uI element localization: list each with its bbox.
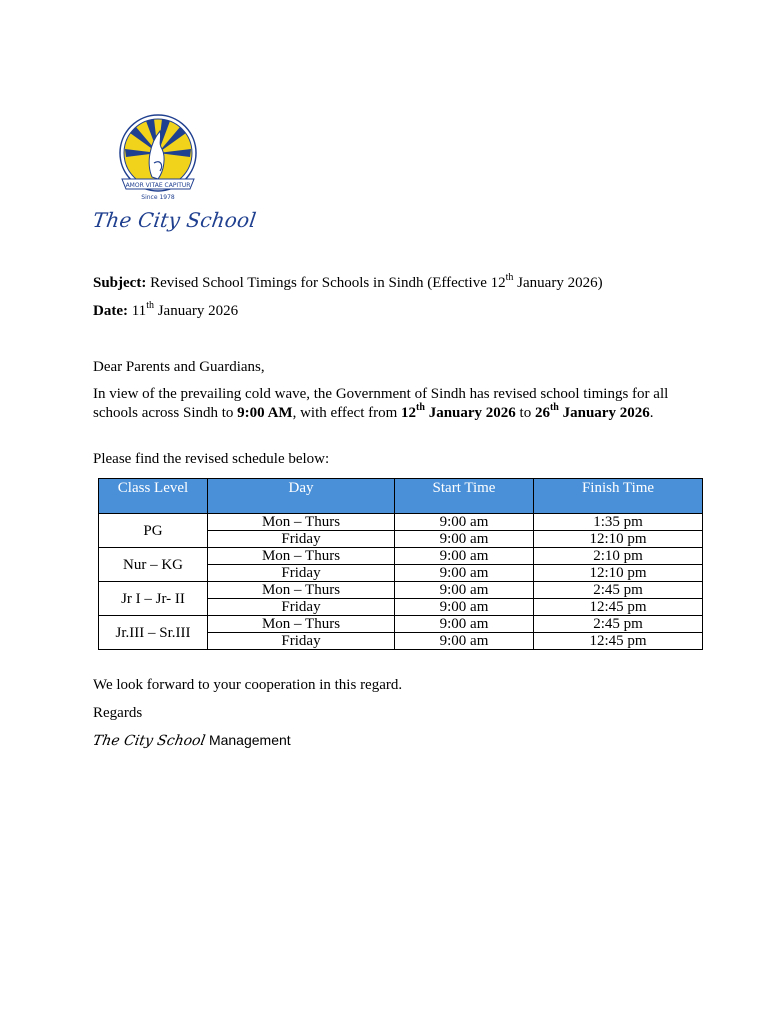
p1-time: 9:00 AM [237, 404, 293, 421]
date-day: 11 [131, 303, 147, 319]
schedule-intro: Please find the revised schedule below: [93, 451, 330, 467]
signature [93, 732, 291, 750]
p1-to: to [515, 404, 535, 421]
brand-name: The City School [91, 208, 258, 232]
subject-label: Subject: [93, 275, 147, 291]
finish-cell: 2:45 pm [534, 582, 703, 599]
finish-cell: 12:45 pm [534, 599, 703, 616]
start-cell: 9:00 am [395, 514, 534, 531]
subject-text-b: January 2026) [513, 275, 603, 291]
greeting: Dear Parents and Guardians, [93, 359, 265, 375]
day-cell: Mon – Thurs [208, 548, 395, 565]
col-header-day: Day [208, 479, 395, 514]
col-header-finish-time: Finish Time [534, 479, 703, 514]
day-cell: Friday [208, 599, 395, 616]
start-cell: 9:00 am [395, 548, 534, 565]
logo-since: Since 1978 [141, 194, 175, 201]
signature-management: Management [205, 732, 291, 748]
body-paragraph [93, 385, 673, 422]
p1-end: . [649, 404, 654, 421]
day-cell: Friday [208, 633, 395, 650]
finish-cell: 12:45 pm [534, 633, 703, 650]
finish-cell: 12:10 pm [534, 565, 703, 582]
col-header-class-level: Class Level [99, 479, 208, 514]
class-level-cell: Nur – KG [99, 548, 208, 582]
table-row [99, 616, 703, 633]
class-level-cell: Jr.III – Sr.III [99, 616, 208, 650]
subject-sup: th [505, 272, 514, 283]
p1-a: In view of the prevailing cold wave, the Government of Sindh has revised school timings for all schools across Sindh to [93, 386, 669, 421]
col-header-start-time: Start Time [395, 479, 534, 514]
regards-line: Regards [93, 705, 143, 721]
closing-line: We look forward to your cooperation in this regard. [93, 677, 403, 693]
start-cell: 9:00 am [395, 616, 534, 633]
signature-school-name: The City School [91, 733, 207, 749]
date-line [93, 302, 238, 320]
subject-line [93, 274, 603, 292]
date-rest: January 2026 [153, 303, 239, 319]
day-cell: Mon – Thurs [208, 582, 395, 599]
start-cell: 9:00 am [395, 633, 534, 650]
day-cell: Friday [208, 565, 395, 582]
finish-cell: 12:10 pm [534, 531, 703, 548]
schedule-table [98, 478, 703, 650]
start-cell: 9:00 am [395, 599, 534, 616]
finish-cell: 2:45 pm [534, 616, 703, 633]
class-level-cell: Jr I – Jr- II [99, 582, 208, 616]
start-cell: 9:00 am [395, 565, 534, 582]
start-cell: 9:00 am [395, 531, 534, 548]
class-level-cell: PG [99, 514, 208, 548]
table-row [99, 548, 703, 565]
subject-text-a: Revised School Timings for Schools in Sindh (Effective 12 [150, 275, 506, 291]
finish-cell: 1:35 pm [534, 514, 703, 531]
date-sup: th [146, 300, 154, 311]
start-cell: 9:00 am [395, 582, 534, 599]
table-row [99, 514, 703, 531]
table-row [99, 582, 703, 599]
logo-motto: AMOR VITAE CAPITUR [125, 182, 191, 189]
p1-until: 26th January 2026 [534, 401, 650, 421]
table-header-row [99, 479, 703, 514]
school-logo [116, 113, 200, 209]
date-label: Date: [93, 303, 128, 319]
finish-cell: 2:10 pm [534, 548, 703, 565]
p1-b: , with effect from [292, 404, 402, 421]
day-cell: Mon – Thurs [208, 616, 395, 633]
day-cell: Friday [208, 531, 395, 548]
p1-from: 12th January 2026 [401, 401, 516, 421]
day-cell: Mon – Thurs [208, 514, 395, 531]
